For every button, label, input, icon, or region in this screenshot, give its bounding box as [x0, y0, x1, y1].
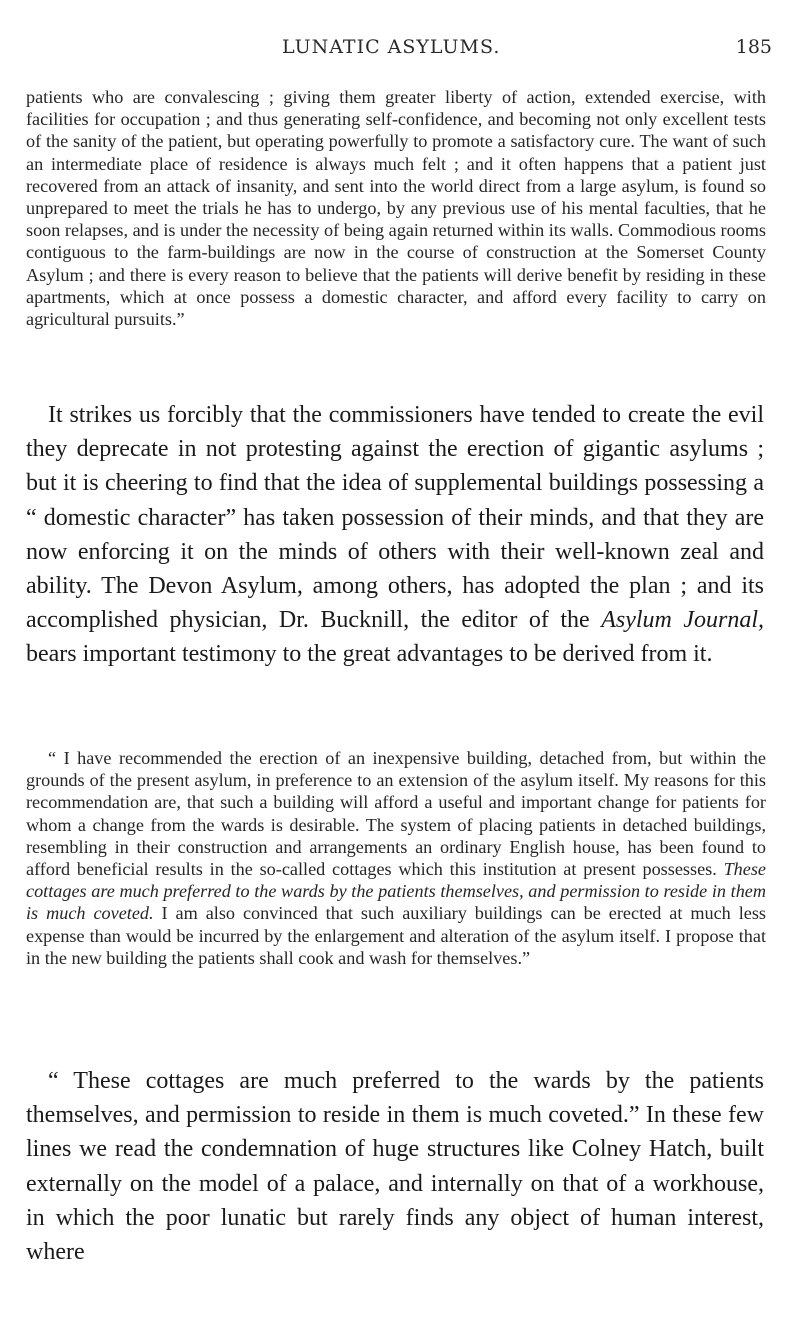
quoted-passage-2-part-a: “ I have recommended the erection of an inexpensive building, detached from, but within the grounds of the present asylum, in preference to an extension of the asylum itself. My reasons for this recommendation are, that such a building will afford a useful and important change for patients for whom a change from the wards is desirable. The system of placing patients in detached buildings, resembling in their construction and arrangements an ordinary English house, has been found to afford beneficial results in the so-called cottages which this institution at present possesses. [26, 748, 766, 880]
body-paragraph-2-text: “ These cottages are much preferred to the wards by the patients themselves, and permission to reside in them is much coveted.” In these few lines we read the condemnation of huge structures like Colney Hatch, built externally on the model of a palace, and internally on that of a workhouse, in which the poor lunatic but rarely finds any object of human interest, where [26, 1068, 764, 1266]
quoted-passage-1-text: patients who are convalescing ; giving them greater liberty of action, extended exercise, with facilities for occupation ; and thus generating self-confidence, and becoming not only excellent tests of the sanity of the patient, but operating powerfully to promote a satisfactory cure. The want of such an intermediate place of residence is always much felt ; and it often happens that a patient just recovered from an attack of insanity, and sent into the world direct from a large asylum, is found so unprepared to meet the trials he has to undergo, by any previous use of his mental faculties, that he soon relapses, and is under the necessity of being again returned within its walls. Commodious rooms contiguous to the farm-buildings are now in the course of construction at the Somerset County Asylum ; and there is every reason to believe that the patients will derive benefit by residing in these apartments, which at once possess a domestic character, and afford every facility to carry on agricultural pursuits.” [26, 87, 767, 330]
body-paragraph-1-text [26, 398, 764, 672]
quoted-passage-2-text [26, 747, 766, 969]
body-paragraph-1 [26, 398, 764, 672]
running-head: LUNATIC ASYLUMS. [282, 36, 501, 58]
body-paragraph-2 [26, 1064, 764, 1269]
quoted-passage-1 [26, 86, 766, 330]
quoted-passage-2-italic: These cottages are much preferred to the wards by the patients themselves, and permission to reside in them is much coveted. [26, 859, 766, 924]
quoted-passage-2-part-b: I am also convinced that such auxiliary buildings can be erected at much less expense than would be incurred by the enlargement and alteration of the asylum itself. I propose that in the new building the patients shall cook and wash for themselves.” [26, 903, 766, 968]
body-paragraph-1-part-a: It strikes us forcibly that the commissioners have tended to create the evil they deprecate in not protesting against the erection of gigantic asylums ; but it is cheering to find that the idea of supplemental buildings possessing a “ domestic character” has taken possession of their minds, and that they are now enforcing it on the minds of others with their well-known zeal and ability. The Devon Asylum, among others, has adopted the plan ; and its accomplished physician, Dr. Bucknill, the editor of the [26, 402, 764, 634]
quoted-passage-2 [26, 747, 766, 969]
page-number: 185 [735, 36, 772, 58]
body-paragraph-1-part-b: bears important testimony to the great advantages to be derived from it. [26, 641, 713, 668]
journal-title-italic: Asylum Journal, [601, 607, 764, 634]
